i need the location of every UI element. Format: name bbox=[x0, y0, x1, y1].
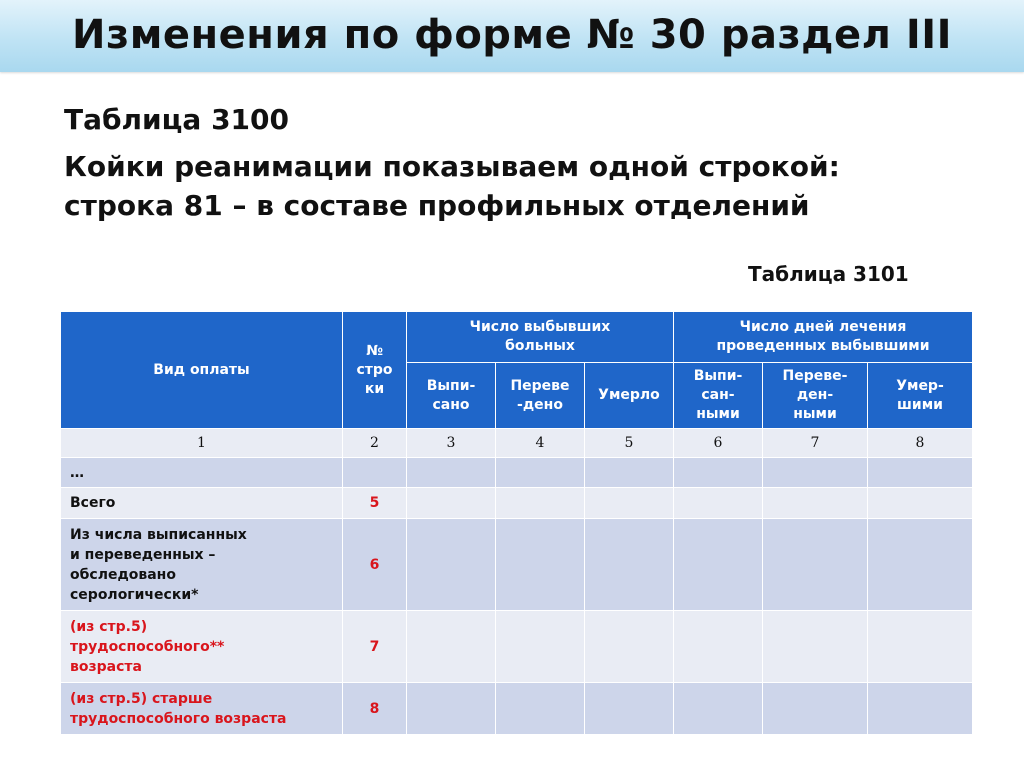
header-sub-transferred bbox=[496, 363, 585, 429]
table-cell bbox=[407, 683, 496, 735]
header-group-days bbox=[674, 312, 973, 363]
column-number: 2 bbox=[343, 429, 407, 458]
column-number: 7 bbox=[763, 429, 868, 458]
table-row bbox=[61, 519, 973, 611]
header-sub-days-transferred-line-2: ден- bbox=[796, 387, 834, 403]
table-cell bbox=[674, 611, 763, 683]
header-vid-oplaty: Вид оплаты bbox=[61, 312, 343, 429]
header-row-number-line-2: стро bbox=[356, 361, 393, 378]
table-cell bbox=[674, 683, 763, 735]
row-label bbox=[61, 611, 343, 683]
row-label bbox=[61, 458, 343, 488]
table-cell bbox=[407, 458, 496, 488]
row-code: 5 bbox=[343, 488, 407, 519]
table-cell bbox=[763, 683, 868, 735]
header-sub-days-discharged bbox=[674, 363, 763, 429]
row-label-line: обследовано bbox=[70, 566, 176, 583]
header-sub-days-discharged-line-3: ными bbox=[696, 406, 740, 422]
header-group-days-line-1: Число дней лечения bbox=[739, 319, 907, 335]
header-sub-days-transferred-line-1: Переве- bbox=[782, 368, 848, 384]
header-row-number-line-1: № bbox=[366, 342, 383, 359]
table-row bbox=[61, 488, 973, 519]
header-sub-days-transferred bbox=[763, 363, 868, 429]
header-sub-discharged bbox=[407, 363, 496, 429]
table-3100-heading: Таблица 3100 bbox=[64, 103, 289, 136]
column-number: 5 bbox=[585, 429, 674, 458]
table-cell bbox=[585, 683, 674, 735]
column-number-row bbox=[61, 429, 973, 458]
header-sub-discharged-line-2: сано bbox=[432, 396, 470, 413]
row-label-line: (из стр.5) старше bbox=[70, 690, 213, 707]
header-row-number bbox=[343, 312, 407, 429]
table-cell bbox=[674, 519, 763, 611]
table-cell bbox=[674, 488, 763, 519]
table-cell bbox=[585, 488, 674, 519]
table-row bbox=[61, 611, 973, 683]
table-cell bbox=[763, 488, 868, 519]
row-code: 6 bbox=[343, 519, 407, 611]
table-cell bbox=[407, 488, 496, 519]
row-label bbox=[61, 519, 343, 611]
table-cell bbox=[496, 683, 585, 735]
table-cell bbox=[407, 519, 496, 611]
column-number: 1 bbox=[61, 429, 343, 458]
title-bar bbox=[0, 0, 1024, 72]
header-row-number-line-3: ки bbox=[364, 380, 385, 397]
header-sub-days-died-line-1: Умер- bbox=[896, 377, 944, 394]
header-sub-died-line-1: Умерло bbox=[598, 387, 660, 403]
table-cell bbox=[674, 458, 763, 488]
table-cell bbox=[868, 488, 973, 519]
table-cell bbox=[496, 488, 585, 519]
header-sub-transferred-line-2: -дено bbox=[517, 396, 563, 413]
header-sub-days-discharged-line-2: сан- bbox=[701, 387, 735, 403]
row-code bbox=[343, 458, 407, 488]
row-label-line: серологически* bbox=[70, 586, 199, 603]
table-cell bbox=[496, 611, 585, 683]
row-label-line: трудоспособного возраста bbox=[70, 710, 287, 727]
column-number: 4 bbox=[496, 429, 585, 458]
table-cell bbox=[585, 458, 674, 488]
table-cell bbox=[868, 611, 973, 683]
header-sub-days-discharged-line-1: Выпи- bbox=[693, 368, 743, 384]
row-label-line: возраста bbox=[70, 658, 142, 675]
table-cell bbox=[585, 519, 674, 611]
table-cell bbox=[868, 683, 973, 735]
table-cell bbox=[868, 458, 973, 488]
table-row bbox=[61, 683, 973, 735]
header-group-days-line-2: проведенных выбывшими bbox=[716, 338, 930, 354]
row-code: 8 bbox=[343, 683, 407, 735]
header-sub-days-died-line-2: шими bbox=[897, 396, 943, 413]
row-label bbox=[61, 488, 343, 519]
row-label-line: трудоспособного** bbox=[70, 638, 225, 655]
row-label-line: Из числа выписанных bbox=[70, 526, 247, 543]
header-sub-days-transferred-line-3: ными bbox=[793, 406, 837, 422]
table-cell bbox=[763, 611, 868, 683]
column-number: 3 bbox=[407, 429, 496, 458]
row-label-line: … bbox=[70, 464, 84, 481]
table-cell bbox=[496, 458, 585, 488]
row-label bbox=[61, 683, 343, 735]
body-line-1: Койки реанимации показываем одной строкой: bbox=[64, 150, 840, 183]
table-cell bbox=[868, 519, 973, 611]
column-number: 8 bbox=[868, 429, 973, 458]
header-group-discharged bbox=[407, 312, 674, 363]
table-cell bbox=[763, 519, 868, 611]
header-sub-days-died bbox=[868, 363, 973, 429]
header-sub-died bbox=[585, 363, 674, 429]
table-cell bbox=[763, 458, 868, 488]
table-cell bbox=[496, 519, 585, 611]
table-3101 bbox=[60, 311, 973, 735]
column-number: 6 bbox=[674, 429, 763, 458]
row-label-line: и переведенных – bbox=[70, 546, 216, 563]
table-cell bbox=[585, 611, 674, 683]
table-row bbox=[61, 458, 973, 488]
body-line-2: строка 81 – в составе профильных отделений bbox=[64, 189, 810, 222]
header-group-discharged-line-1: Число выбывших bbox=[469, 319, 611, 335]
header-sub-discharged-line-1: Выпи- bbox=[426, 377, 476, 394]
table-3101-label: Таблица 3101 bbox=[748, 262, 909, 286]
row-code: 7 bbox=[343, 611, 407, 683]
table-cell bbox=[407, 611, 496, 683]
header-sub-transferred-line-1: Переве bbox=[510, 377, 570, 394]
header-group-discharged-line-2: больных bbox=[505, 338, 575, 354]
row-label-line: (из стр.5) bbox=[70, 618, 148, 635]
page-title: Изменения по форме № 30 раздел III bbox=[72, 12, 952, 58]
row-label-line: Всего bbox=[70, 495, 116, 511]
